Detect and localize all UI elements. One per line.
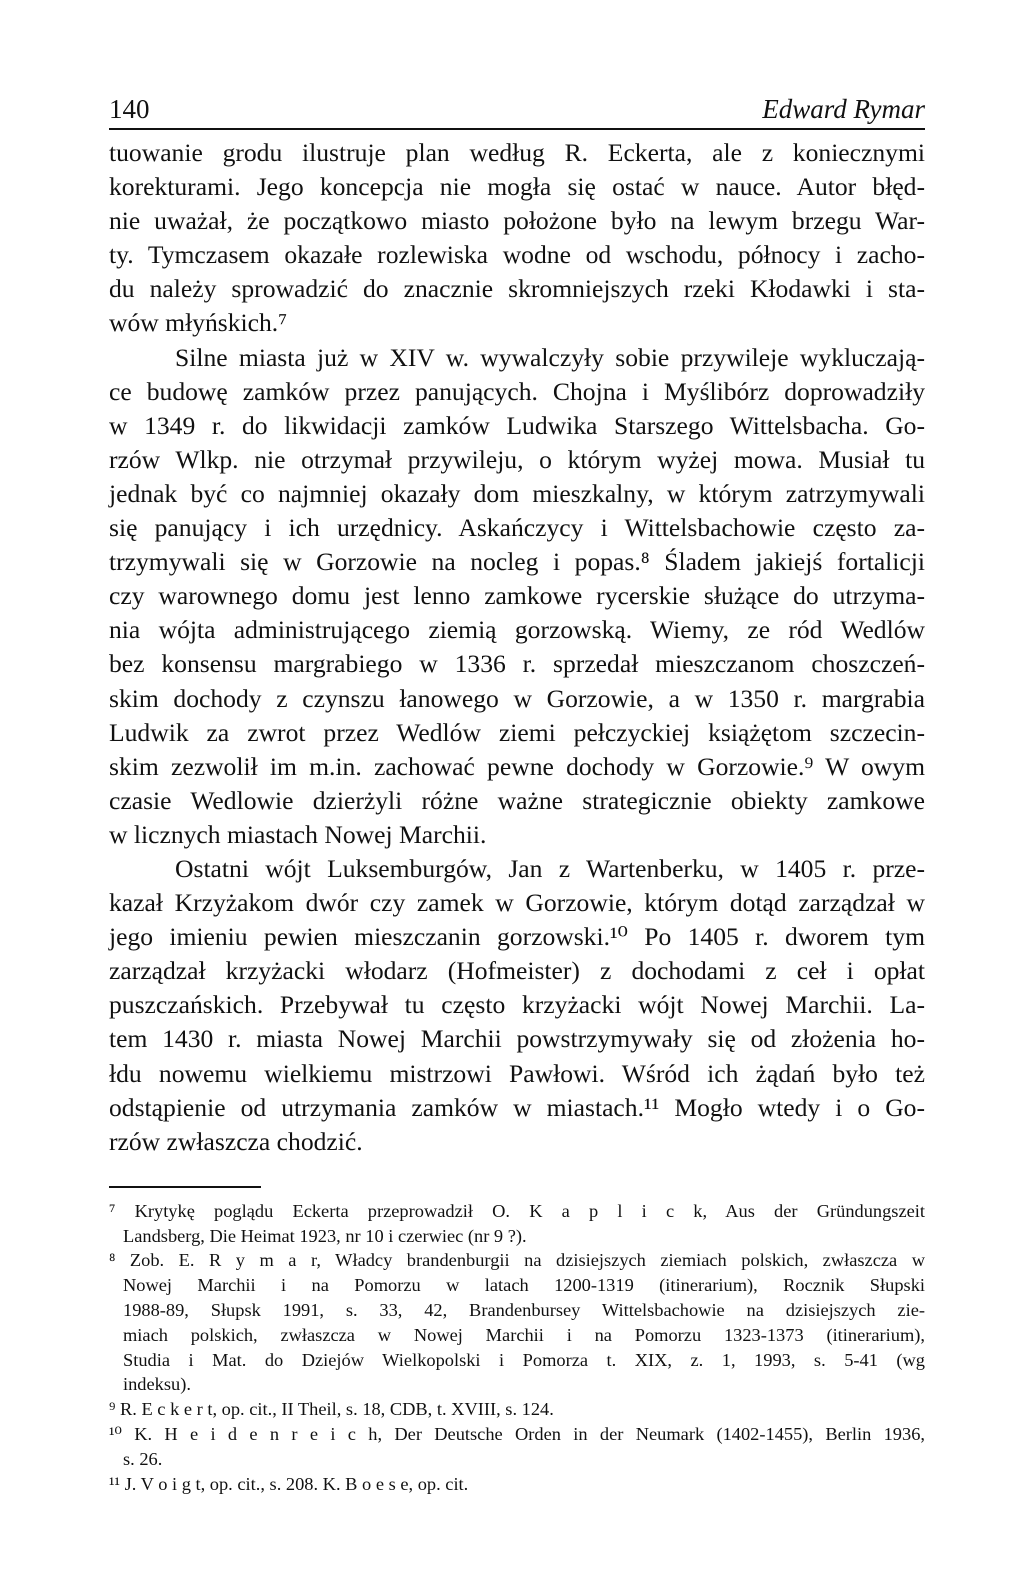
text-line: Ostatni wójt Luksemburgów, Jan z Wartenberku, w 1405 r. prze- [175,853,925,883]
text-line: zarządzał krzyżacki włodarz (Hofmeister) z dochodami z ceł i opłat [109,956,925,986]
footnote-line: s. 26. [123,1448,163,1469]
text-line: skim zezwolił im m.in. zachować pewne dochody w Gorzowie.⁹ W owym [109,751,925,781]
text-line: Ludwik za zwrot przez Wedlów ziemi pełczyckiej książętom szczecin- [109,717,925,747]
text-line: korekturami. Jego koncepcja nie mogła się ostać w nauce. Autor błęd- [109,172,925,202]
text-line: tem 1430 r. miasta Nowej Marchii powstrzymywały się od złożenia ho- [109,1024,925,1054]
text-line: trzymywali się w Gorzowie na nocleg i popas.⁸ Śladem jakiejś fortalicji [109,547,925,577]
text-line: nie uważał, że początkowo miasto położone było na lewym brzegu War- [109,206,925,236]
running-head-author: Edward Rymar [762,94,925,124]
footnote-divider [109,1186,261,1188]
text-line: kazał Krzyżakom dwór czy zamek w Gorzowie, którym dotąd zarządzał w [109,888,925,918]
text-line: w 1349 r. do likwidacji zamków Ludwika Starszego Wittelsbacha. Go- [109,410,925,440]
text-line: skim dochody z czynszu łanowego w Gorzowie, a w 1350 r. margrabia [109,683,925,713]
footnote-11 [109,1472,925,1497]
footnote-line: Landsberg, Die Heimat 1923, nr 10 i czerwiec (nr 9 ?). [123,1225,527,1246]
footnote-8 [109,1248,925,1397]
text-line: ce budowę zamków przez panujących. Chojna i Myślibórz doprowadziły [109,376,925,406]
body-text [109,136,925,1159]
footnote-line: ⁷ Krytykę poglądu Eckerta przeprowadził O. K a p l i c k, Aus der Gründungszeit [109,1200,925,1221]
text-line: ty. Tymczasem okazałe rozlewiska wodne od wschodu, północy i zacho- [109,240,925,270]
footnote-line: indeksu). [123,1374,191,1395]
page-number: 140 [109,94,150,124]
text-line: tuowanie grodu ilustruje plan według R. Eckerta, ale z koniecznymi [109,138,925,167]
footnote-line: 1988-89, Słupsk 1991, s. 33, 42, Brandenbursey Wittelsbachowie na dzisiejszych zie- [123,1300,925,1320]
footnote-7 [109,1199,925,1249]
footnotes [109,1199,925,1497]
text-line: czy warownego domu jest lenno zamkowe rycerskie służące do utrzyma- [109,581,925,611]
page [109,92,925,1496]
text-line: puszczańskich. Przebywał tu często krzyżacki wójt Nowej Marchii. La- [109,990,925,1020]
text-line: jednak być co najmniej okazały dom mieszkalny, w którym zatrzymywali [109,478,925,508]
text-line: jego imieniu pewien mieszczanin gorzowski.¹⁰ Po 1405 r. dworem tym [109,922,925,952]
text-line: w licznych miastach Nowej Marchii. [109,819,487,849]
text-line: się panujący i ich urzędnicy. Askańczycy i Wittelsbachowie często za- [109,513,925,543]
text-line: łdu nowemu wielkiemu mistrzowi Pawłowi. Wśród ich żądań było też [109,1058,925,1088]
footnote-10 [109,1422,925,1472]
footnote-9 [109,1397,925,1422]
footnote-line: Nowej Marchii i na Pomorzu w latach 1200-1319 (itinerarium), Rocznik Słupski [123,1275,925,1296]
text-line: bez konsensu margrabiego w 1336 r. sprzedał mieszczanom choszczeń- [109,649,925,679]
page-header [109,92,925,130]
text-line: czasie Wedlowie dzierżyli różne ważne strategicznie obiekty zamkowe [109,785,925,815]
text-line: rzów zwłaszcza chodzić. [109,1126,363,1156]
text-line: odstąpienie od utrzymania zamków w miastach.¹¹ Mogło wtedy i o Go- [109,1092,925,1122]
footnote-line: ⁹ R. E c k e r t, op. cit., II Theil, s. 18, CDB, t. XVIII, s. 124. [109,1399,554,1420]
text-line: Silne miasta już w XIV w. wywalczyły sobie przywileje wykluczają- [175,342,925,372]
footnote-line: miach polskich, zwłaszcza w Nowej Marchii i na Pomorzu 1323-1373 (itinerarium), [123,1324,925,1345]
footnote-line: ¹⁰ K. H e i d e n r e i c h, Der Deutsche Orden in der Neumark (1402-1455), Berlin 1936, [109,1423,925,1444]
text-line: wów młyńskich.⁷ [109,308,288,338]
footnote-line: ⁸ Zob. E. R y m a r, Władcy brandenburgii na dzisiejszych ziemiach polskich, zwłaszcza w [109,1250,925,1271]
footnote-line: Studia i Mat. do Dziejów Wielkopolski i Pomorza t. XIX, z. 1, 1993, s. 5-41 (wg [123,1349,925,1370]
text-line: nia wójta administrującego ziemią gorzowską. Wiemy, ze ród Wedlów [109,615,925,645]
text-line: du należy sprowadzić do znacznie skromniejszych rzeki Kłodawki i sta- [109,274,925,304]
footnote-line: ¹¹ J. V o i g t, op. cit., s. 208. K. B o e s e, op. cit. [109,1473,469,1494]
text-line: rzów Wlkp. nie otrzymał przywileju, o którym wyżej mowa. Musiał tu [109,444,925,474]
